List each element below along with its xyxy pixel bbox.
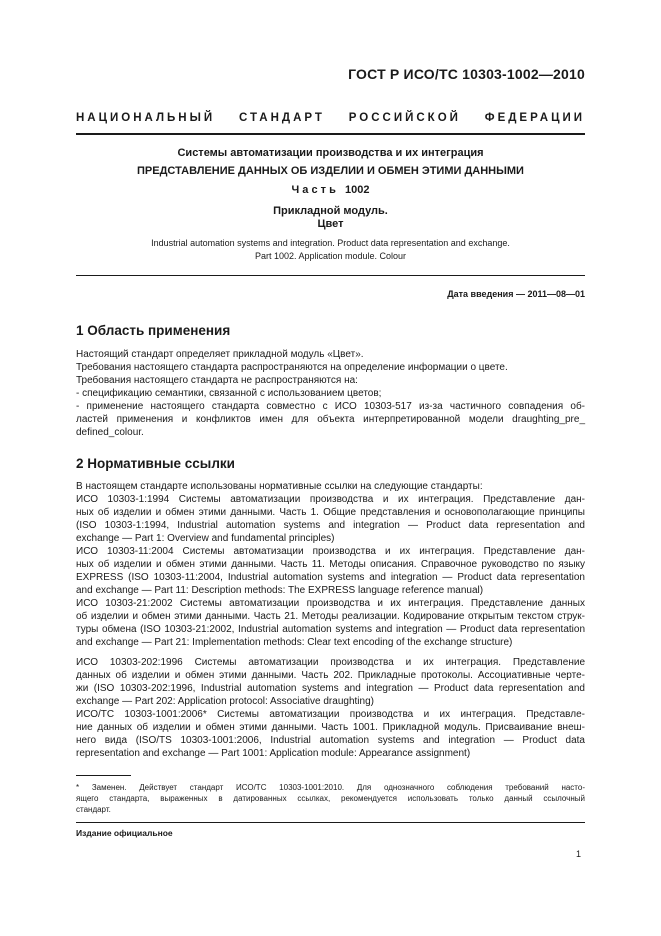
- section-2-line: ИСО/ТС 10303-1001:2006* Системы автоматизации производства и их интеграция. Представле-: [76, 709, 585, 720]
- section-1-line: Требования настоящего стандарта не распространяются на:: [76, 375, 358, 386]
- section-2-line: него вида (ISO/TS 10303-1001:2006, Industrial automation systems and integration — Product data: [76, 735, 585, 746]
- section-1-line: Требования настоящего стандарта распространяются на определение информации о цвете.: [76, 362, 508, 373]
- section-2-line: exchange — Part 202: Application protocol: Associative draughting): [76, 696, 374, 707]
- introduction-date: Дата введения — 2011—08—01: [447, 289, 585, 299]
- section-2-line: ИСО 10303-11:2004 Системы автоматизации производства и их интеграция. Представление дан-: [76, 546, 585, 557]
- section-1-line: - применение настоящего стандарта совместно с ИСО 10303-517 из-за частичного совпадения об-: [76, 401, 585, 412]
- section-1-heading: 1 Область применения: [76, 323, 231, 338]
- section-2-line: ных об изделии и обмен этими данными. Часть 11. Методы описания. Справочное руководство по языку: [76, 559, 585, 570]
- section-2-line: данных об изделии и обмен этими данными. Часть 202. Прикладные протоколы. Ассоциативные черте-: [76, 670, 585, 681]
- section-2-line: representation and exchange — Part 1001: Application module: Appearance assignment): [76, 748, 471, 759]
- header-divider: [76, 133, 585, 135]
- section-2-line: туры обмена (ISO 10303-21:2002, Industrial automation systems and integration — Product data representation: [76, 624, 585, 635]
- section-2-line: ИСО 10303-202:1996 Системы автоматизации производства и их интеграция. Представление: [76, 657, 585, 668]
- english-title-line-2: Part 1002. Application module. Colour: [254, 251, 407, 261]
- section-2-line: ние данных об изделии и обмен этими данными. Часть 1001. Прикладной модуль. Присваивание внеш-: [76, 722, 585, 733]
- english-title-line-1: Industrial automation systems and integration. Product data representation and exchange.: [151, 238, 510, 248]
- page-number: 1: [575, 849, 581, 859]
- footer-divider: [76, 822, 585, 823]
- section-2-line: ИСО 10303-1:1994 Системы автоматизации производства и их интеграция. Представление дан-: [76, 494, 585, 505]
- section-2-line: (ISO 10303-1:1994, Industrial automation systems and integration — Product data representation and: [76, 520, 585, 531]
- section-2-line: об изделии и обмен этими данными. Часть 21. Методы реализации. Кодирование открытым текстом струк-: [76, 611, 585, 622]
- title-module-name: Цвет: [317, 218, 344, 230]
- section-2-line: exchange — Part 1: Overview and fundamental principles): [76, 533, 335, 544]
- section-2-line: EXPRESS (ISO 10303-11:2004, Industrial automation systems and integration — Product data representation: [76, 572, 585, 583]
- section-2-line: В настоящем стандарте использованы нормативные ссылки на следующие стандарты:: [76, 481, 483, 492]
- footnote-divider: [76, 775, 131, 776]
- section-1-line: Настоящий стандарт определяет прикладной модуль «Цвет».: [76, 349, 364, 360]
- section-1-line: - спецификацию семантики, связанной с использованием цветов;: [76, 388, 382, 399]
- section-1-line: ластей применения и конфликтов имен для объекта интерпретированной модели draughting_pre_: [76, 414, 585, 425]
- footnote-line: * Заменен. Действует стандарт ИСО/ТС 10303-1001:2010. Для однозначного соблюдения требований насто-: [76, 783, 585, 792]
- section-2-line: ных об изделии и обмен этими данными. Часть 1. Общие представления и основополагающие принципы: [76, 507, 585, 518]
- title-part: Ч а с т ь 1002: [291, 184, 370, 196]
- section-2-line: and exchange — Part 11: Description methods: The EXPRESS language reference manual): [76, 585, 484, 596]
- national-standard-title: НАЦИОНАЛЬНЫЙ СТАНДАРТ РОССИЙСКОЙ ФЕДЕРАЦИИ: [76, 112, 585, 124]
- official-edition-label: Издание официальное: [76, 828, 173, 838]
- section-2-line: жи (ISO 10303-202:1996, Industrial automation systems and integration — Product data representation and: [76, 683, 585, 694]
- title-line-1: Системы автоматизации производства и их интеграция: [177, 147, 484, 159]
- section-2-line: ИСО 10303-21:2002 Системы автоматизации производства и их интеграция. Представление данных: [76, 598, 585, 609]
- section-2-heading: 2 Нормативные ссылки: [76, 456, 235, 471]
- title-line-2: ПРЕДСТАВЛЕНИЕ ДАННЫХ ОБ ИЗДЕЛИИ И ОБМЕН ЭТИМИ ДАННЫМИ: [137, 165, 524, 177]
- footnote-line: стандарт.: [76, 805, 111, 814]
- gost-number: ГОСТ Р ИСО/ТС 10303-1002—2010: [348, 66, 585, 82]
- section-1-line: defined_colour.: [76, 427, 144, 438]
- footnote-line: ящего стандарта, выраженных в датированных ссылках, рекомендуется использовать только данный ссылочный: [76, 794, 585, 803]
- title-divider: [76, 275, 585, 276]
- section-2-line: and exchange — Part 21: Implementation methods: Clear text encoding of the exchange structure): [76, 637, 513, 648]
- title-module: Прикладной модуль.: [273, 205, 388, 217]
